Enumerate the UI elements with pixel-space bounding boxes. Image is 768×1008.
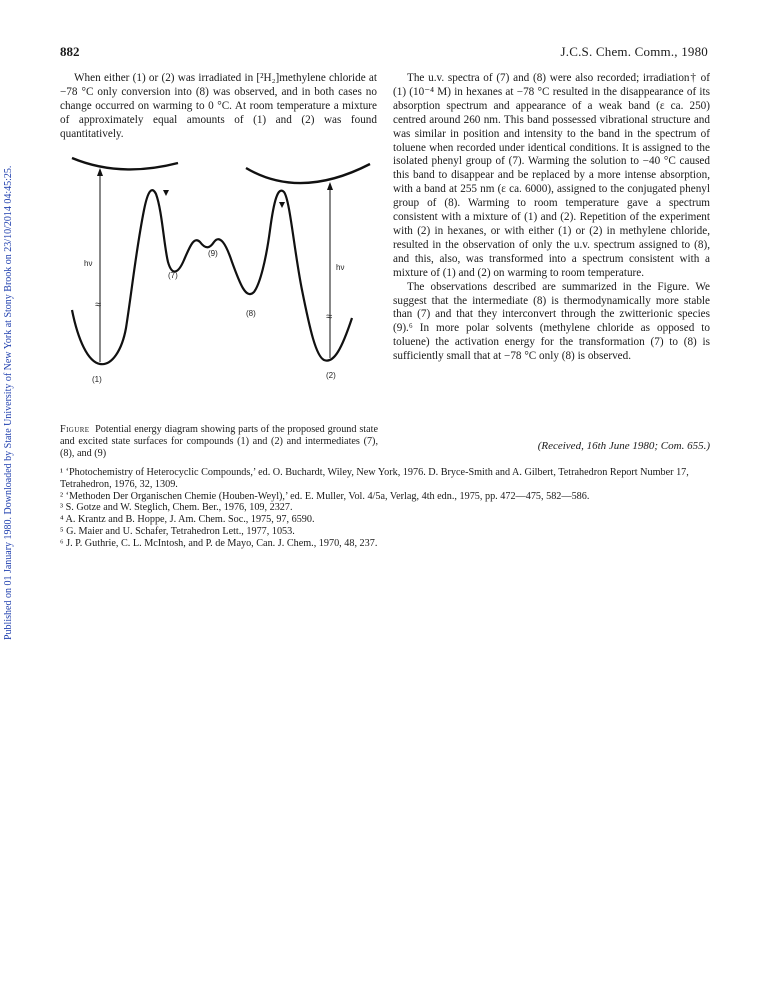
potential-energy-figure [60, 150, 380, 412]
reference-item: ⁵ G. Maier and U. Schafer, Tetrahedron Lett., 1977, 1053. [60, 525, 295, 537]
watermark-text: Published on 01 January 1980. Downloaded by State University of New York at Stony Brook on 23/10/2014 04:45:25. [3, 165, 14, 640]
label-hv-left: hν [84, 259, 93, 268]
reference-item: ¹ ‘Photochemistry of Heterocyclic Compounds,’ ed. O. Buchardt, Wiley, New York, 1976. D. Bryce-Smith and A. Gilbert, Tetrahedron Report Number 17, Tetrahedron, 1976, 32, 1309. [60, 467, 689, 490]
reference-item: ⁴ A. Krantz and B. Hoppe, J. Am. Chem. Soc., 1975, 97, 6590. [60, 514, 315, 526]
break-mark-left: ≈ [95, 299, 102, 311]
right-paragraph-1: The u.v. spectra of (7) and (8) were also recorded; irradiation† of (1) (10⁻⁴ M) in hexanes at −78 °C resulted in the disappearance of its absorption spectrum and appearance of a weak band (ε ca. 250) centred around 260 nm. This band possessed vibrational structure and was similar in position and intensity to the band in the spectrum of toluene when recorded under identical conditions. It is assigned to the isolated phenyl group of (7). Warming the solution to −40 °C caused this band to disappear and be replaced by a more intense absorption, with a band at 255 nm (ε ca. 6000), assigned to the conjugated phenyl group of (8). Warming to room temperature gave a spectrum consistent with a mixture of (1) and (2). Repetition of the experiment with (2) in hexanes, or with either (1) or (2) in methylene chloride, resulted in the observation of only the u.v. spectrum assigned to (8), and this, also, was transformed into a spectrum consistent with a mixture of (1) and (2) on warming to room temperature. [393, 72, 710, 279]
label-compound-7: (7) [168, 271, 178, 280]
figure-caption [60, 424, 378, 460]
download-watermark [3, 120, 17, 640]
excited-surface-left [72, 158, 178, 169]
descent-arrow-right [279, 202, 285, 208]
label-compound-8: (8) [246, 309, 256, 318]
label-compound-9: (9) [208, 249, 218, 258]
right-column [393, 72, 710, 364]
label-compound-1: (1) [92, 375, 102, 384]
left-column [60, 72, 377, 142]
received-note: (Received, 16th June 1980; Com. 655.) [537, 440, 710, 452]
ground-state-curve [72, 190, 352, 364]
potential-energy-diagram [60, 150, 380, 412]
hv-arrowhead-left [97, 168, 103, 176]
right-paragraph-2: The observations described are summarized in the Figure. We suggest that the intermediate (8) is thermodynamically more stable than (7) and that they interconvert through the zwitterionic species (9).⁶ In more polar solvents (methylene chloride as opposed to toluene) the activation energy for the transformation (7) to (8) is sufficiently small that at −78 °C only (8) is observed. [393, 280, 710, 363]
page-number: 882 [60, 44, 80, 59]
caption-text: Potential energy diagram showing parts of the proposed ground state and excited state surfaces for compounds (1) and (2) and intermediates (7), (8), and (9) [60, 424, 378, 459]
references [60, 467, 710, 550]
left-paragraph: When either (1) or (2) was irradiated in [²H₂]methylene chloride at −78 °C only conversion into (8) was observed, and in both cases no change occurred on warming to 0 °C. At room temperature a mixture of approximately equal amounts of (1) and (2) was found quantitatively. [60, 72, 377, 140]
excited-surface-right [246, 164, 370, 183]
reference-item: ⁶ J. P. Guthrie, C. L. McIntosh, and P. de Mayo, Can. J. Chem., 1970, 48, 237. [60, 537, 378, 549]
label-compound-2: (2) [326, 371, 336, 380]
journal-header: J.C.S. Chem. Comm., 1980 [560, 44, 708, 59]
label-hv-right: hν [336, 263, 345, 272]
reference-item: ³ S. Gotze and W. Steglich, Chem. Ber., 1976, 109, 2327. [60, 502, 293, 514]
break-mark-right: ≈ [326, 311, 333, 323]
reference-item: ² ‘Methoden Der Organischen Chemie (Houben-Weyl),’ ed. E. Muller, Vol. 4/5a, Verlag, 4th edn., 1975, pp. 472—475, 582—586. [60, 490, 590, 502]
caption-lead: Figure [60, 424, 90, 435]
descent-arrow-left [163, 190, 169, 196]
hv-arrowhead-right [327, 182, 333, 190]
